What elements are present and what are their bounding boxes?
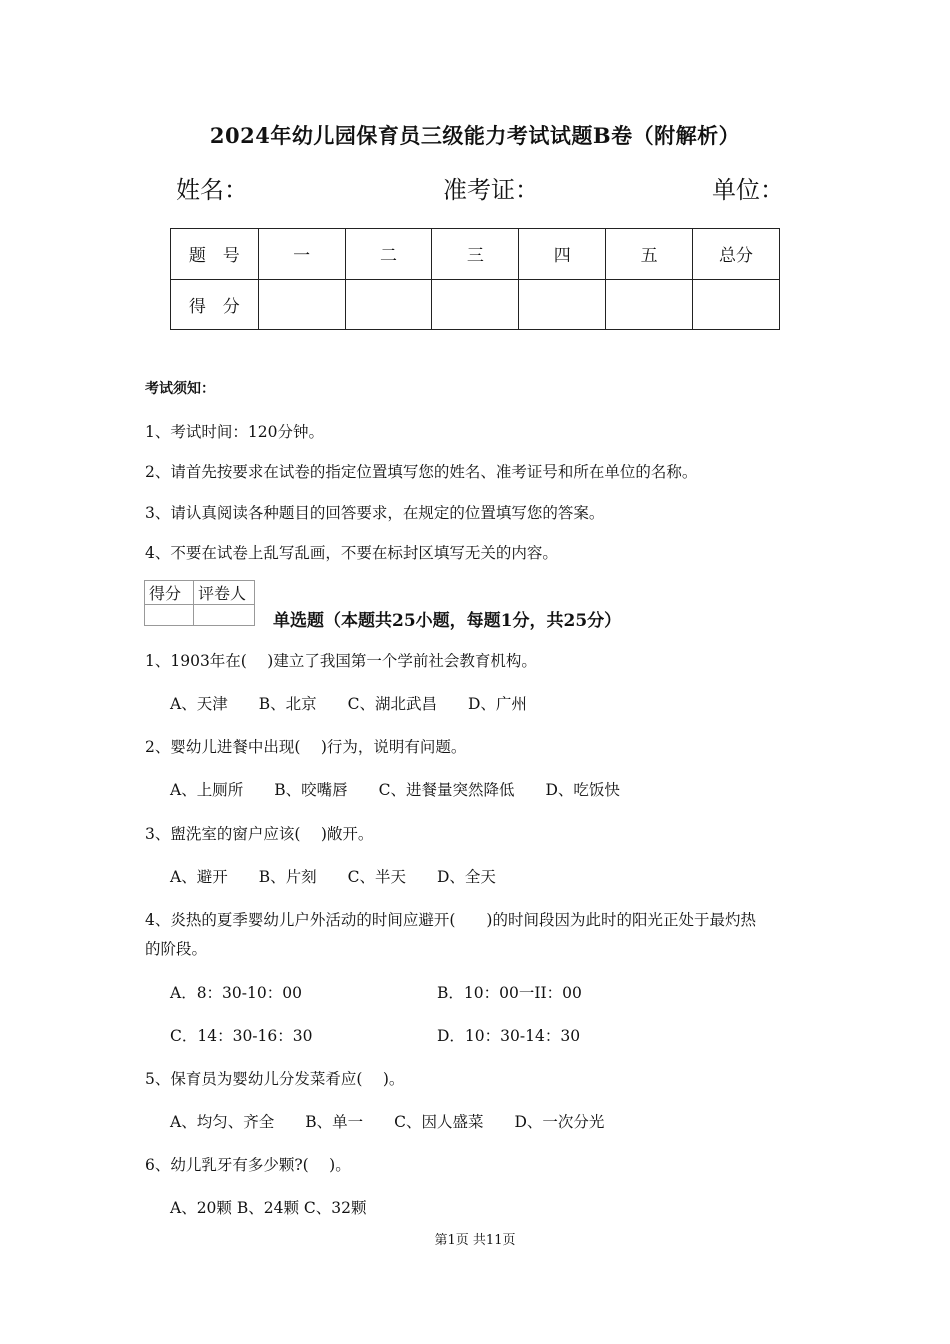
question-stem: 5、保育员为婴幼儿分发菜肴应( )。: [145, 1070, 405, 1088]
question-options: A、均匀、齐全 B、单一 C、因人盛菜 D、一次分光: [170, 1113, 605, 1131]
score-table-cell: 三: [432, 229, 519, 280]
exam-title: 2024年幼儿园保育员三级能力考试试题B卷（附解析）: [209, 123, 741, 148]
score-table-score-row: [171, 279, 780, 330]
score-table: [170, 228, 780, 330]
question-option-b: B．10：00一II：00: [437, 984, 582, 1002]
note-item: 4、不要在试卷上乱写乱画，不要在标封区填写无关的内容。: [145, 544, 558, 562]
score-table-cell: 总分: [693, 229, 780, 280]
score-table-cell: 五: [606, 229, 693, 280]
question-stem: 4、炎热的夏季婴幼儿户外活动的时间应避开( )的时间段因为此时的阳光正处于最灼热: [145, 911, 756, 929]
score-table-cell: 二: [345, 229, 432, 280]
score-blank-cell[interactable]: [693, 279, 780, 330]
score-table-cell: 四: [519, 229, 606, 280]
grader-box: [144, 580, 255, 626]
question-stem: 1、1903年在( )建立了我国第一个学前社会教育机构。: [145, 652, 537, 670]
question-options: A、20颗 B、24颗 C、32颗: [170, 1199, 367, 1217]
grader-name-label: 评卷人: [194, 581, 255, 605]
section-title: 单选题（本题共25小题，每题1分，共25分）: [273, 611, 622, 631]
question-options: A、避开 B、片刻 C、半天 D、全天: [170, 868, 496, 886]
score-table-cell: 得 分: [171, 279, 259, 330]
score-table-cell: 题 号: [171, 229, 259, 280]
question-option-c: C．14：30-16：30: [170, 1027, 313, 1045]
question-stem-continued: 的阶段。: [145, 940, 208, 958]
page-footer: 第1页 共11页: [434, 1233, 516, 1248]
grader-score-label: 得分: [145, 581, 194, 605]
note-item: 1、考试时间：120分钟。: [145, 423, 324, 441]
note-item: 3、请认真阅读各种题目的回答要求，在规定的位置填写您的答案。: [145, 504, 605, 522]
unit-label: 单位：: [712, 176, 784, 204]
score-blank-cell[interactable]: [606, 279, 693, 330]
score-table-cell: 一: [258, 229, 345, 280]
question-options: A、天津 B、北京 C、湖北武昌 D、广州: [170, 695, 527, 713]
score-blank-cell[interactable]: [345, 279, 432, 330]
score-blank-cell[interactable]: [432, 279, 519, 330]
question-options: A、上厕所 B、咬嘴唇 C、进餐量突然降低 D、吃饭快: [170, 781, 620, 799]
grader-name-blank[interactable]: [194, 605, 255, 626]
score-table-header-row: [171, 229, 780, 280]
notes-heading: 考试须知：: [145, 381, 215, 397]
score-blank-cell[interactable]: [258, 279, 345, 330]
grader-score-blank[interactable]: [145, 605, 194, 626]
question-stem: 6、幼儿乳牙有多少颗?( )。: [145, 1156, 351, 1174]
score-blank-cell[interactable]: [519, 279, 606, 330]
exam-number-label: 准考证：: [443, 176, 539, 204]
question-stem: 3、盥洗室的窗户应该( )敞开。: [145, 825, 374, 843]
note-item: 2、请首先按要求在试卷的指定位置填写您的姓名、准考证号和所在单位的名称。: [145, 463, 698, 481]
name-label: 姓名：: [176, 176, 248, 204]
question-stem: 2、婴幼儿进餐中出现( )行为，说明有问题。: [145, 738, 467, 756]
question-option-a: A．8：30-10：00: [170, 984, 302, 1002]
question-option-d: D．10：30-14：30: [437, 1027, 581, 1045]
